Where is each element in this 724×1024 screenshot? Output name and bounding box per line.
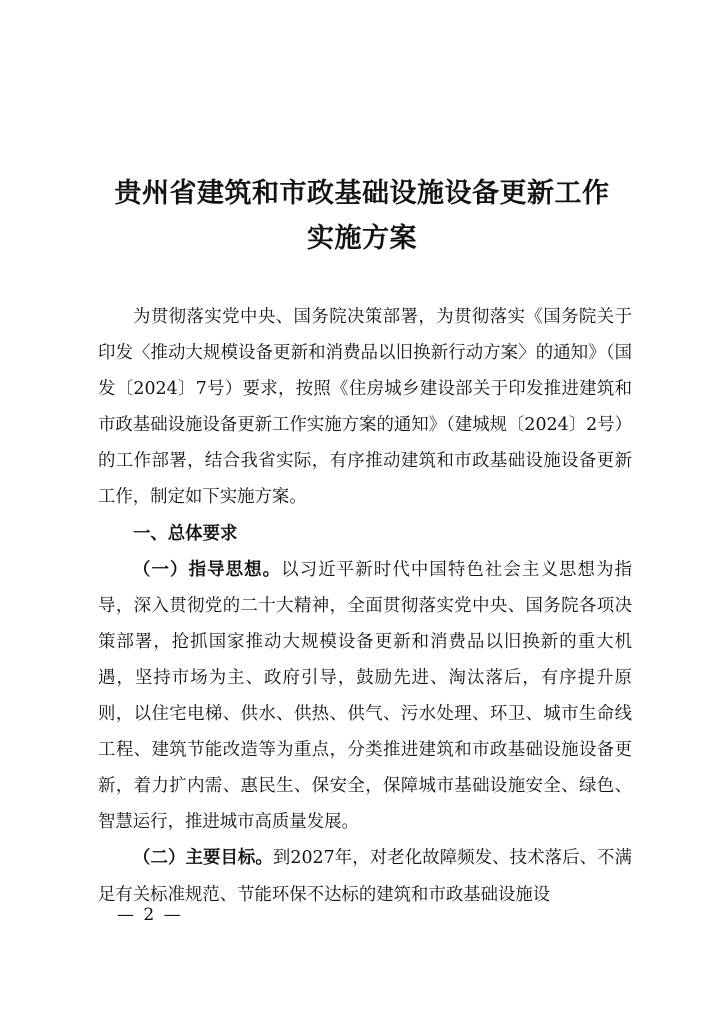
guiding-ideology-paragraph	[98, 552, 632, 841]
document-body	[98, 299, 632, 913]
section-heading-overall-requirements: 一、总体要求	[133, 523, 238, 544]
document-title-line-1: 贵州省建筑和市政基础设施设备更新工作	[114, 178, 610, 209]
intro-paragraph: 为贯彻落实党中央、国务院决策部署，为贯彻落实《国务院关于印发〈推动大规模设备更新和消费品以旧换新行动方案〉的通知》（国发〔2024〕7号）要求，按照《住房城乡建设部关于印发推进建筑和市政基础设施设备更新工作实施方案的通知》（建城规〔2024〕2号）的工作部署，结合我省实际，有序推动建筑和市政基础设施设备更新工作，制定如下实施方案。	[98, 307, 632, 508]
document-title-line-2: 实施方案	[307, 223, 417, 254]
guiding-ideology-lead: （一）指导思想。	[133, 559, 282, 580]
page-number: — 2 —	[117, 905, 183, 925]
main-goals-lead: （二）主要目标。	[133, 848, 273, 869]
main-goals-paragraph	[98, 840, 632, 912]
main-goals-text: 到2027年，对老化故障频发、技术落后、不满足有关标准规范、节能环保不达标的建筑和市政基础设施设	[98, 848, 632, 905]
guiding-ideology-text: 以习近平新时代中国特色社会主义思想为指导，深入贯彻党的二十大精神，全面贯彻落实党中央、国务院各项决策部署，抢抓国家推动大规模设备更新和消费品以旧换新的重大机遇，坚持市场为主、政府引导，鼓励先进、淘汰落后，有序提升原则，以住宅电梯、供水、供热、供气、污水处理、环卫、城市生命线工程、建筑节能改造等为重点，分类推进建筑和市政基础设施设备更新，着力扩内需、惠民生、保安全，保障城市基础设施安全、绿色、智慧运行，推进城市高质量发展。	[98, 559, 632, 833]
